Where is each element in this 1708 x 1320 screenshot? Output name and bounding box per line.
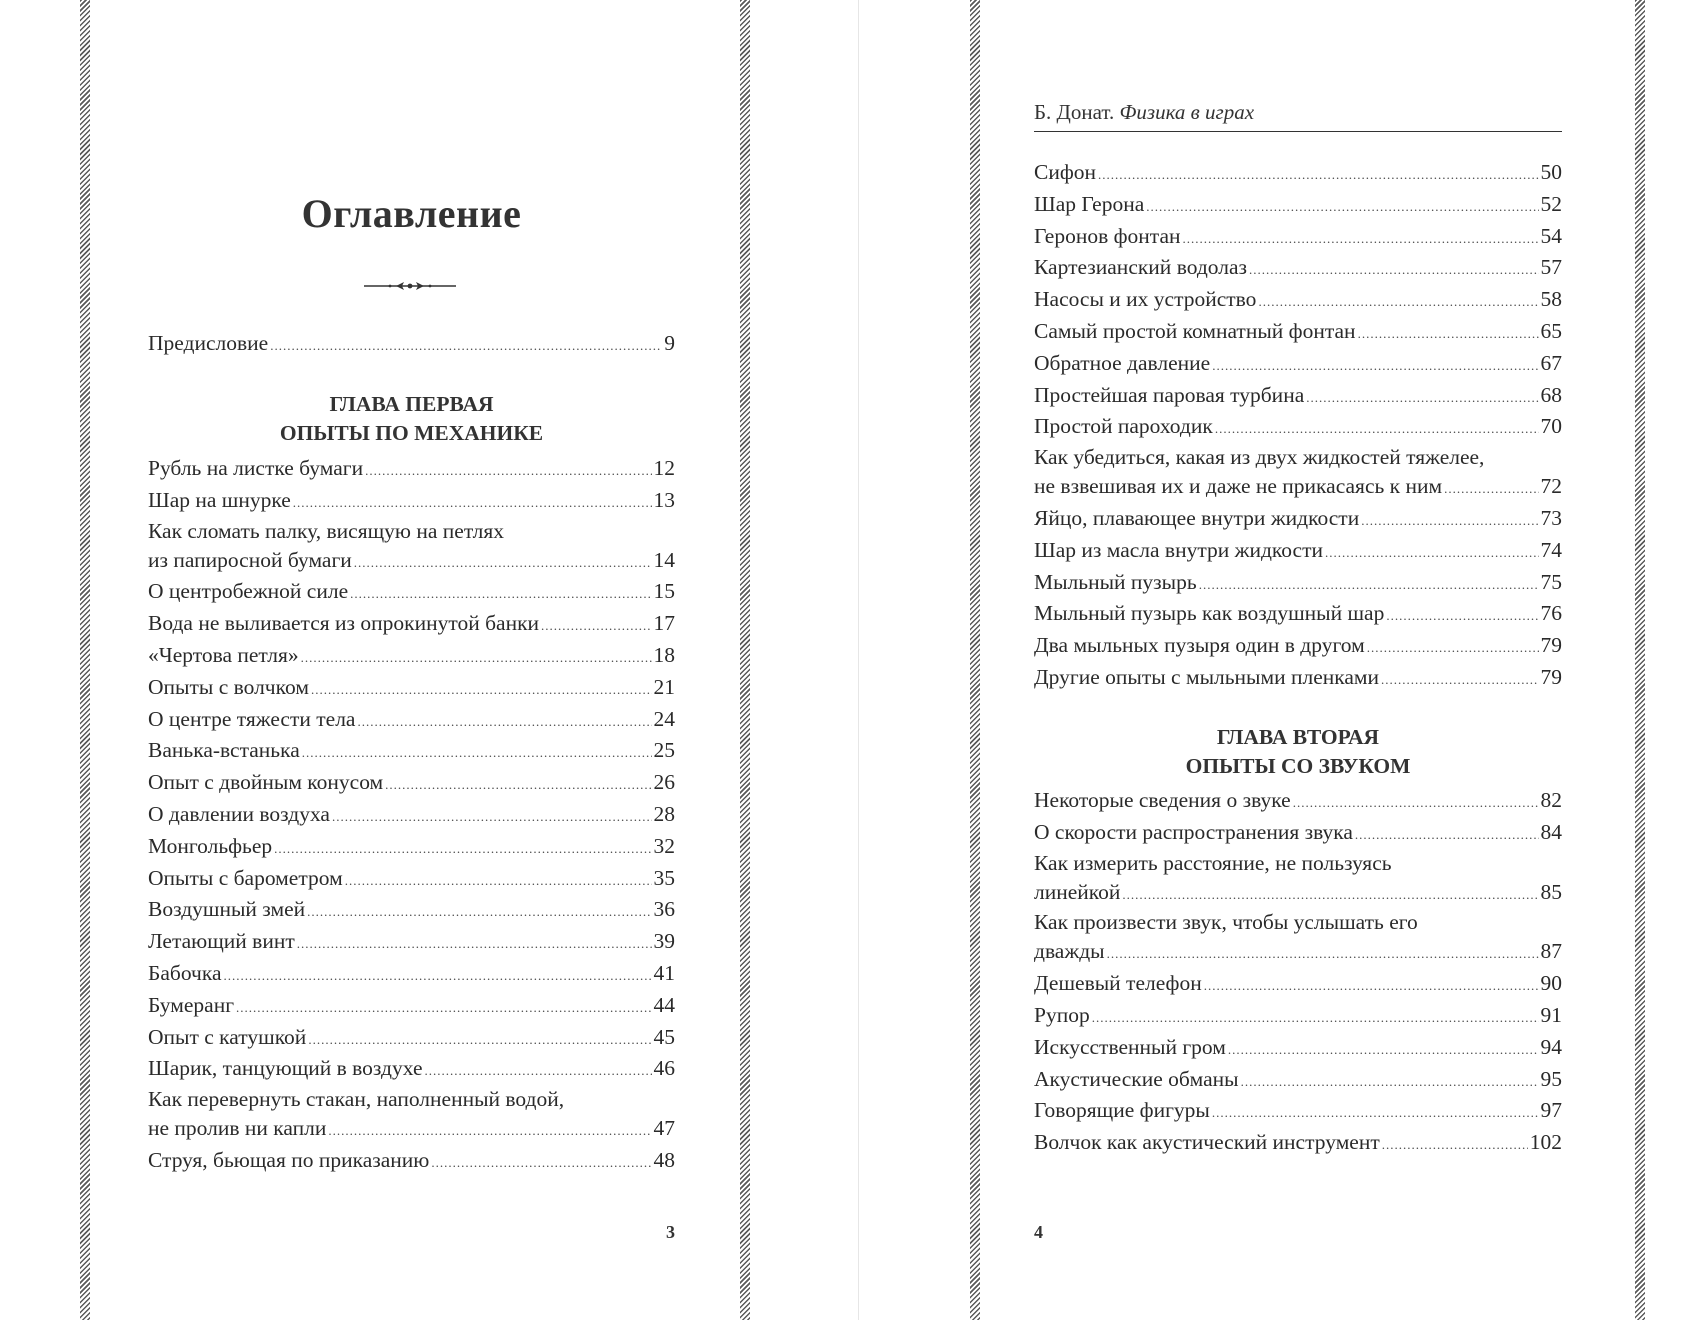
chapter-heading (148, 390, 675, 448)
entry-page: 70 (1540, 414, 1562, 439)
toc-line (148, 1022, 675, 1054)
leader-dots (274, 833, 651, 865)
toc-line (1034, 630, 1562, 662)
entry-label: Геронов фонтан (1034, 223, 1181, 248)
toc-entry[interactable] (148, 1022, 675, 1054)
entry-label: Шарик, танцующий в воздухе (148, 1056, 423, 1081)
toc-line (1034, 348, 1562, 380)
toc-entry[interactable] (1034, 849, 1562, 909)
toc-entry[interactable] (148, 1145, 675, 1177)
leader-dots (1183, 223, 1539, 255)
right-inner-border (970, 0, 980, 1320)
entry-page: 15 (653, 579, 675, 604)
entry-page: 44 (653, 992, 675, 1017)
toc-line (148, 485, 675, 517)
toc-line (1034, 380, 1562, 412)
toc-entry[interactable] (148, 576, 675, 608)
entry-page: 102 (1529, 1130, 1562, 1155)
toc-line (1034, 221, 1562, 253)
toc-entry[interactable] (1034, 443, 1562, 503)
toc-entry[interactable] (148, 608, 675, 640)
entry-label: Некоторые сведения о звуке (1034, 788, 1291, 812)
leader-dots (1325, 537, 1538, 569)
toc-line (148, 958, 675, 990)
entry-label: Насосы и их устройство (1034, 287, 1257, 312)
leader-dots (301, 642, 652, 674)
entry-page: 9 (664, 331, 675, 355)
leader-dots (302, 737, 652, 769)
entry-page: 72 (1540, 474, 1562, 499)
entry-label: Предисловие (148, 331, 269, 355)
toc-line (1034, 785, 1562, 817)
entry-page: 14 (653, 547, 675, 572)
leader-dots (1215, 413, 1539, 445)
leader-dots (1355, 819, 1539, 851)
entry-page: 18 (653, 642, 675, 667)
leader-dots (1204, 970, 1539, 1002)
leader-dots (1228, 1034, 1539, 1066)
toc-entry[interactable] (148, 894, 675, 926)
leader-dots (224, 960, 652, 992)
leader-dots (1367, 632, 1539, 664)
toc-line (1034, 411, 1562, 443)
entry-page: 94 (1540, 1034, 1562, 1059)
toc-entry[interactable] (148, 958, 675, 990)
entry-page: 91 (1540, 1002, 1562, 1027)
toc-line (1034, 284, 1562, 316)
entry-label: Монгольфьер (148, 833, 273, 858)
leader-dots (1199, 569, 1539, 601)
leader-dots (1306, 382, 1538, 414)
entry-label: Воздушный змей (148, 897, 306, 922)
left-page (148, 0, 675, 1320)
leader-dots (1098, 159, 1538, 191)
toc-line (1034, 157, 1562, 189)
entry-label-first-line: Как сломать палку, висящую на петлях (148, 518, 505, 543)
toc-line (148, 894, 675, 926)
entry-label: линейкой (1034, 879, 1121, 904)
entry-label: Искусственный гром (1034, 1034, 1226, 1059)
page-title: Оглавление (301, 191, 522, 236)
leader-dots (307, 896, 651, 928)
chapter-title: ОПЫТЫ ПО МЕХАНИКЕ (279, 421, 544, 445)
leader-dots (297, 928, 652, 960)
entry-page: 95 (1540, 1066, 1562, 1091)
entry-label-first-line: Как произвести звук, чтобы услышать его (1034, 910, 1418, 935)
entry-page: 79 (1540, 664, 1562, 689)
entry-label: О давлении воздуха (148, 801, 330, 826)
toc-list (148, 453, 675, 1177)
entry-page: 13 (653, 487, 675, 512)
leader-dots (311, 674, 652, 706)
entry-label: Бабочка (148, 960, 222, 985)
toc-line (1034, 471, 1562, 503)
entry-page: 82 (1540, 788, 1562, 812)
entry-label: Ванька-встанька (148, 738, 300, 763)
toc-entry[interactable] (1034, 348, 1562, 380)
entry-page: 50 (1540, 160, 1562, 184)
entry-page: 74 (1540, 537, 1562, 562)
entry-page: 52 (1540, 191, 1562, 216)
toc-entry[interactable] (148, 704, 675, 736)
entry-page: 47 (653, 1116, 675, 1141)
toc-line (1034, 1095, 1562, 1127)
entry-label: Опыт с катушкой (148, 1024, 307, 1049)
leader-dots (328, 1115, 651, 1147)
toc-line (1034, 1064, 1562, 1096)
chapter-heading (1034, 723, 1562, 781)
entry-label: Бумеранг (148, 992, 235, 1017)
entry-label: «Чертова петля» (148, 642, 299, 667)
entry-label: О скорости распространения звука (1034, 819, 1353, 844)
entry-label: Акустические обманы (1034, 1066, 1239, 1091)
entry-label: Самый простой комнатный фонтан (1034, 318, 1356, 343)
leader-dots (350, 578, 651, 610)
toc-entry[interactable] (1034, 252, 1562, 284)
toc-line (148, 1053, 675, 1085)
entry-page: 36 (653, 897, 675, 922)
toc-line (148, 1113, 675, 1145)
entry-page: 39 (653, 929, 675, 954)
left-outer-border (80, 0, 90, 1320)
entry-label: О центре тяжести тела (148, 706, 356, 731)
toc-entry[interactable] (1034, 968, 1562, 1000)
toc-line (1034, 189, 1562, 221)
toc-line (148, 799, 675, 831)
leader-dots (1444, 473, 1538, 505)
toc-line (148, 640, 675, 672)
toc-entry[interactable] (1034, 316, 1562, 348)
leader-dots (236, 992, 651, 1024)
preface-entry (148, 328, 675, 360)
running-head-author: Б. Донат. (1034, 100, 1115, 124)
leader-dots (308, 1024, 651, 1056)
entry-page: 84 (1540, 819, 1562, 844)
right-page (1034, 0, 1562, 1320)
toc-entry[interactable] (1034, 503, 1562, 535)
toc-entry[interactable] (1034, 1000, 1562, 1032)
toc-entry[interactable] (1034, 157, 1562, 189)
page-number: 4 (1034, 1222, 1043, 1242)
toc-line (148, 767, 675, 799)
toc-entry[interactable] (148, 485, 675, 517)
leader-dots (354, 547, 652, 579)
toc-line (1034, 662, 1562, 694)
entry-page: 48 (653, 1147, 675, 1172)
entry-label: Два мыльных пузыря один в другом (1034, 633, 1365, 658)
chapter-number: ГЛАВА ВТОРАЯ (1216, 725, 1380, 749)
entry-label: Опыты с волчком (148, 674, 309, 699)
entry-label: Говорящие фигуры (1034, 1098, 1210, 1123)
entry-label: Шар из масла внутри жидкости (1034, 537, 1324, 562)
entry-label: Простейшая паровая турбина (1034, 382, 1305, 407)
leader-dots (1258, 286, 1538, 318)
toc-entry[interactable] (1034, 1064, 1562, 1096)
leader-dots (1381, 664, 1538, 696)
entry-page: 12 (653, 456, 675, 480)
toc-entry[interactable] (1034, 284, 1562, 316)
toc-list (1034, 157, 1562, 694)
entry-label: Волчок как акустический инструмент (1034, 1130, 1380, 1155)
toc-entry[interactable] (148, 767, 675, 799)
entry-page: 67 (1540, 350, 1562, 375)
toc-line (148, 704, 675, 736)
leader-dots (1358, 318, 1539, 350)
entry-label: Мыльный пузырь как воздушный шар (1034, 601, 1385, 626)
leader-dots (357, 706, 651, 738)
leader-dots (431, 1147, 651, 1179)
entry-page: 46 (653, 1056, 675, 1081)
leader-dots (365, 455, 651, 487)
entry-page: 85 (1540, 879, 1562, 904)
toc-entry[interactable] (1034, 380, 1562, 412)
entry-label: Обратное давление (1034, 350, 1211, 375)
entry-label: Другие опыты с мыльными пленками (1034, 664, 1380, 689)
entry-page: 79 (1540, 633, 1562, 658)
entry-page: 97 (1540, 1098, 1562, 1123)
entry-label: из папиросной бумаги (148, 547, 352, 572)
leader-dots (1146, 191, 1538, 223)
toc-line (148, 863, 675, 895)
entry-page: 87 (1540, 939, 1562, 964)
ornament-divider-icon (362, 277, 458, 295)
toc-entry[interactable] (1034, 1032, 1562, 1064)
entry-label-first-line: Как измерить расстояние, не пользуясь (1034, 850, 1392, 875)
toc-entry[interactable] (1034, 908, 1562, 968)
right-outer-border (1635, 0, 1645, 1320)
leader-dots (1241, 1066, 1539, 1098)
entry-page: 41 (653, 960, 675, 985)
entry-label: Картезианский водолаз (1034, 255, 1247, 280)
toc-line (148, 608, 675, 640)
entry-label: Шар Герона (1034, 191, 1145, 216)
leader-dots (332, 801, 652, 833)
entry-page: 21 (653, 674, 675, 699)
toc-entry[interactable] (148, 640, 675, 672)
entry-label: Опыт с двойным конусом (148, 770, 384, 795)
entry-page: 54 (1540, 223, 1562, 248)
leader-dots (1382, 1129, 1528, 1161)
toc-line (1034, 817, 1562, 849)
entry-label: Сифон (1034, 160, 1097, 184)
toc-line (1034, 535, 1562, 567)
entry-page: 73 (1540, 505, 1562, 530)
leader-dots (1249, 254, 1539, 286)
entry-label: Яйцо, плавающее внутри жидкости (1034, 505, 1360, 530)
entry-page: 65 (1540, 318, 1562, 343)
toc-line (1034, 1000, 1562, 1032)
entry-label: Летающий винт (148, 929, 295, 954)
entry-label: Струя, бьющая по приказанию (148, 1147, 430, 1172)
entry-page: 57 (1540, 255, 1562, 280)
toc-entry[interactable] (148, 831, 675, 863)
toc-list (1034, 785, 1562, 1159)
toc-line (148, 1145, 675, 1177)
leader-dots (1361, 505, 1538, 537)
toc-line (1034, 1127, 1562, 1159)
running-head (1034, 100, 1254, 125)
entry-label: Шар на шнурке (148, 487, 291, 512)
leader-dots (1386, 600, 1538, 632)
entry-label-first-line: Как убедиться, какая из двух жидкостей тяжелее, (1034, 445, 1485, 470)
running-head-title: Физика в играх (1119, 100, 1255, 124)
toc-entry[interactable] (148, 926, 675, 958)
toc-line (1034, 316, 1562, 348)
toc-entry[interactable] (148, 799, 675, 831)
toc-line (1034, 598, 1562, 630)
entry-page: 25 (653, 738, 675, 763)
toc-line (1034, 877, 1562, 909)
entry-label: не взвешивая их и даже не прикасаясь к ним (1034, 474, 1443, 499)
left-inner-border (740, 0, 750, 1320)
entry-page: 28 (653, 801, 675, 826)
entry-label: Рубль на листке бумаги (148, 456, 364, 480)
toc-entry[interactable] (148, 990, 675, 1022)
chapter-title: ОПЫТЫ СО ЗВУКОМ (1185, 754, 1411, 778)
entry-page: 76 (1540, 601, 1562, 626)
entry-page: 24 (653, 706, 675, 731)
entry-page: 32 (653, 833, 675, 858)
toc-entry[interactable] (1034, 535, 1562, 567)
entry-label: О центробежной силе (148, 579, 349, 604)
leader-dots (541, 610, 651, 642)
entry-label: Мыльный пузырь (1034, 569, 1197, 594)
toc-entry[interactable] (148, 735, 675, 767)
leader-dots (1122, 879, 1538, 911)
header-rule (1034, 131, 1562, 132)
toc-line (148, 990, 675, 1022)
entry-label: Опыты с барометром (148, 865, 343, 890)
leader-dots (424, 1055, 651, 1087)
toc-entry[interactable] (1034, 630, 1562, 662)
entry-page: 26 (653, 770, 675, 795)
toc-entry[interactable] (148, 1085, 675, 1145)
toc-line (1034, 1032, 1562, 1064)
entry-page: 35 (653, 865, 675, 890)
entry-page: 90 (1540, 971, 1562, 996)
toc-line (148, 831, 675, 863)
toc-entry[interactable] (148, 1053, 675, 1085)
toc-entry[interactable] (148, 863, 675, 895)
toc-line (148, 735, 675, 767)
toc-line (148, 926, 675, 958)
entry-page: 17 (653, 611, 675, 636)
entry-label: Простой пароходик (1034, 414, 1213, 439)
entry-label: Рупор (1034, 1002, 1090, 1027)
leader-dots (385, 769, 651, 801)
entry-page: 45 (653, 1024, 675, 1049)
leader-dots (1107, 938, 1539, 970)
entry-label-first-line: Как перевернуть стакан, наполненный водой, (148, 1087, 565, 1112)
spine-gutter (858, 0, 859, 1320)
leader-dots (1212, 350, 1538, 382)
leader-dots (293, 487, 652, 519)
entry-page: 68 (1540, 382, 1562, 407)
toc-entry[interactable] (1034, 662, 1562, 694)
toc-line (148, 672, 675, 704)
toc-line (148, 576, 675, 608)
toc-entry[interactable] (1034, 1095, 1562, 1127)
toc-entry[interactable] (1034, 817, 1562, 849)
entry-page: 75 (1540, 569, 1562, 594)
entry-label: Вода не выливается из опрокинутой банки (148, 611, 540, 636)
toc-line (1034, 567, 1562, 599)
leader-dots (1293, 787, 1539, 819)
toc-entry[interactable] (1034, 221, 1562, 253)
toc-line (1034, 936, 1562, 968)
toc-entry[interactable] (1034, 598, 1562, 630)
toc-entry[interactable] (1034, 189, 1562, 221)
page-number: 3 (666, 1222, 675, 1242)
entry-label: дважды (1034, 939, 1105, 964)
toc-entry[interactable] (148, 517, 675, 577)
leader-dots (1092, 1002, 1539, 1034)
toc-entry[interactable] (148, 672, 675, 704)
entry-label: не пролив ни капли (148, 1116, 327, 1141)
leader-dots (270, 330, 662, 362)
toc-line (1034, 968, 1562, 1000)
chapter-number: ГЛАВА ПЕРВАЯ (329, 392, 494, 416)
toc-line (148, 545, 675, 577)
entry-label: Дешевый телефон (1034, 971, 1202, 996)
toc-entry[interactable] (1034, 1127, 1562, 1159)
leader-dots (345, 865, 652, 897)
toc-entry[interactable] (1034, 785, 1562, 817)
toc-entry[interactable] (1034, 411, 1562, 443)
toc-line (148, 453, 675, 485)
entry-page: 58 (1540, 287, 1562, 312)
toc-entry[interactable] (1034, 567, 1562, 599)
leader-dots (1212, 1097, 1539, 1129)
toc-entry[interactable] (148, 453, 675, 485)
toc-line (1034, 503, 1562, 535)
toc-line (1034, 252, 1562, 284)
toc-entry[interactable] (148, 328, 675, 360)
